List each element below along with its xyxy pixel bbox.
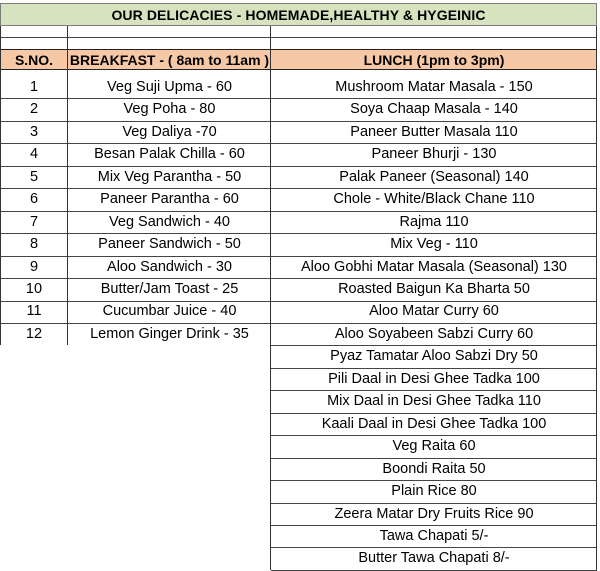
breakfast-item: Butter/Jam Toast - 25 [100, 281, 239, 298]
lunch-item: Paneer Butter Masala 110 [350, 123, 518, 140]
breakfast-sno: 10 [25, 281, 43, 298]
breakfast-sno: 11 [26, 303, 42, 320]
header-breakfast: BREAKFAST - ( 8am to 11am ) [68, 49, 271, 70]
lunch-item: Chole - White/Black Chane 110 [333, 191, 535, 208]
breakfast-item: Paneer Parantha - 60 [100, 191, 239, 208]
lunch-item: Aloo Matar Curry 60 [369, 303, 499, 320]
lunch-item: Pyaz Tamatar Aloo Sabzi Dry 50 [330, 348, 538, 365]
lunch-item: Zeera Matar Dry Fruits Rice 90 [334, 505, 534, 522]
lunch-item: Mix Daal in Desi Ghee Tadka 110 [327, 393, 541, 410]
breakfast-item: Veg Daliya -70 [122, 123, 217, 140]
lunch-item: Soya Chaap Masala - 140 [350, 101, 518, 118]
row-divider [0, 166, 271, 167]
row-divider [0, 323, 271, 324]
row-divider [0, 121, 271, 122]
column-divider [270, 26, 271, 570]
row-divider [0, 278, 271, 279]
row-divider [0, 37, 597, 38]
column-divider [67, 26, 68, 345]
lunch-item: Veg Raita 60 [392, 438, 476, 455]
row-divider [0, 188, 271, 189]
lunch-item: Aloo Gobhi Matar Masala (Seasonal) 130 [301, 258, 567, 275]
breakfast-item: Besan Palak Chilla - 60 [94, 146, 245, 163]
lunch-item: Tawa Chapati 5/- [379, 527, 489, 544]
lunch-item: Mix Veg - 110 [390, 236, 478, 253]
breakfast-sno: 7 [29, 213, 39, 230]
menu-title: OUR DELICACIES - HOMEMADE,HEALTHY & HYGEINIC [0, 3, 597, 26]
breakfast-sno: 6 [29, 191, 39, 208]
header-lunch: LUNCH (1pm to 3pm) [271, 49, 597, 70]
breakfast-sno: 3 [29, 123, 39, 140]
lunch-item: Plain Rice 80 [391, 483, 477, 500]
breakfast-item: Veg Suji Upma - 60 [107, 78, 232, 95]
breakfast-item: Veg Sandwich - 40 [109, 213, 230, 230]
breakfast-item: Paneer Sandwich - 50 [98, 236, 241, 253]
breakfast-sno: 12 [25, 325, 43, 342]
row-divider [0, 233, 271, 234]
row-divider [0, 256, 271, 257]
lunch-item: Kaali Daal in Desi Ghee Tadka 100 [321, 415, 547, 432]
lunch-item: Boondi Raita 50 [382, 460, 486, 477]
lunch-item: Pili Daal in Desi Ghee Tadka 100 [328, 370, 540, 387]
lunch-item: Palak Paneer (Seasonal) 140 [339, 168, 529, 185]
lunch-item: Butter Tawa Chapati 8/- [358, 550, 510, 567]
lunch-item: Roasted Baigun Ka Bharta 50 [338, 281, 530, 298]
row-divider [0, 211, 271, 212]
row-divider [0, 143, 271, 144]
breakfast-sno: 8 [29, 236, 39, 253]
breakfast-item: Aloo Sandwich - 30 [107, 258, 232, 275]
breakfast-item: Veg Poha - 80 [123, 101, 216, 118]
row-divider [0, 98, 271, 99]
lunch-item: Mushroom Matar Masala - 150 [335, 78, 533, 95]
breakfast-sno: 2 [29, 101, 39, 118]
breakfast-sno: 9 [29, 258, 39, 275]
column-divider [596, 26, 597, 570]
breakfast-sno: 4 [29, 146, 39, 163]
column-divider [0, 26, 1, 345]
row-divider [0, 301, 271, 302]
breakfast-sno: 1 [29, 78, 39, 95]
breakfast-sno: 5 [29, 168, 39, 185]
breakfast-item: Mix Veg Parantha - 50 [97, 168, 242, 185]
lunch-item: Rajma 110 [399, 213, 469, 230]
header-sno: S.NO. [0, 49, 68, 70]
lunch-item: Paneer Bhurji - 130 [371, 146, 497, 163]
breakfast-item: Cucumbar Juice - 40 [102, 303, 237, 320]
lunch-item: Aloo Soyabeen Sabzi Curry 60 [334, 325, 534, 342]
breakfast-item: Lemon Ginger Drink - 35 [90, 325, 249, 342]
